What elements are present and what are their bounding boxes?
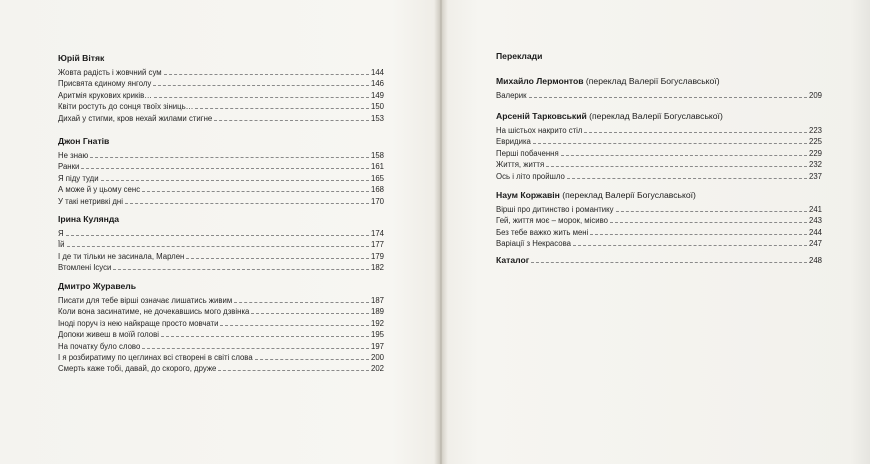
dot-leader — [186, 258, 369, 259]
toc-section — [496, 255, 822, 266]
entry-page-number: 189 — [370, 307, 384, 317]
entry-page-number: 244 — [808, 227, 822, 237]
toc-section — [58, 280, 384, 375]
author-name: Михайло Лермонтов — [496, 76, 584, 86]
dot-leader — [125, 203, 369, 204]
entry-page-number: 150 — [370, 102, 384, 112]
toc-entry — [58, 329, 384, 340]
toc-section — [58, 135, 384, 207]
dot-leader — [584, 132, 807, 133]
dot-leader — [234, 302, 369, 303]
entry-title: Присвята єдиному янголу — [58, 79, 152, 89]
dot-leader — [142, 348, 369, 349]
dot-leader — [220, 325, 369, 326]
entry-title: На початку було слово — [58, 341, 141, 351]
entry-title: А може й у цьому сенс — [58, 185, 141, 195]
toc-entry — [58, 67, 384, 78]
author-name: Джон Гнатів — [58, 136, 110, 146]
author-name: Юрій Вітяк — [58, 53, 105, 63]
author-line — [496, 75, 822, 87]
translations-heading: Переклади — [496, 51, 543, 61]
toc-entry — [58, 196, 384, 207]
entry-title: Жовта радість і жовчний сум — [58, 68, 162, 77]
author-line — [496, 110, 822, 122]
entry-page-number: 179 — [370, 251, 384, 261]
dot-leader — [154, 97, 369, 98]
entry-title: Дихай у стигми, кров нехай жилами стигне — [58, 113, 213, 123]
entry-title: Я піду туди — [58, 173, 99, 183]
translator-note: (переклад Валерії Богуславської) — [583, 76, 720, 86]
toc-entry — [58, 318, 384, 329]
toc-entry — [58, 306, 384, 317]
dot-leader — [529, 97, 807, 98]
toc-entry — [58, 161, 384, 172]
entry-title: Допоки живеш в моїй голові — [58, 330, 159, 340]
toc-entry — [496, 238, 822, 249]
toc-entry — [58, 90, 384, 101]
toc-entry — [58, 101, 384, 112]
entry-page-number: 165 — [370, 173, 384, 183]
entry-page-number: 174 — [370, 229, 384, 238]
dot-leader — [81, 168, 369, 169]
entry-title: Писати для тебе вірші означає лишатись живим — [58, 296, 233, 305]
entry-page-number: 223 — [808, 126, 822, 135]
toc-entry — [496, 171, 822, 182]
entry-title: І де ти тільки не засинала, Марлен — [58, 251, 185, 261]
toc-entry — [58, 352, 384, 363]
entry-page-number: 168 — [370, 185, 384, 195]
entry-title: Валерик — [496, 91, 527, 100]
toc-entry — [496, 90, 822, 101]
dot-leader — [195, 108, 369, 109]
toc-entry — [58, 173, 384, 184]
section-heading — [496, 50, 822, 62]
entry-page-number: 241 — [808, 205, 822, 214]
dot-leader — [90, 157, 369, 158]
dot-leader — [531, 262, 807, 263]
dot-leader — [546, 166, 807, 167]
dot-leader — [66, 235, 369, 236]
toc-entry — [58, 113, 384, 124]
entry-title: Ранки — [58, 162, 80, 172]
entry-page-number: 225 — [808, 137, 822, 147]
toc-entry — [496, 227, 822, 238]
toc-entry — [496, 125, 822, 136]
entry-title: Аритмія крукових криків… — [58, 90, 153, 100]
dot-leader — [573, 245, 807, 246]
entry-title: Втомлені Ісуси — [58, 263, 112, 273]
entry-page-number: 209 — [808, 91, 822, 100]
entry-title: На шістьох накрито стіл — [496, 126, 583, 135]
entry-title: Перші побачення — [496, 148, 559, 158]
entry-page-number: 149 — [370, 90, 384, 100]
entry-page-number: 229 — [808, 148, 822, 158]
entry-title: Я — [58, 229, 64, 238]
toc-entry — [496, 204, 822, 215]
entry-title: Життя, життя — [496, 160, 545, 170]
entry-title: Коли вона засинатиме, не дочекавшись мого дзвінка — [58, 307, 250, 317]
dot-leader — [533, 143, 807, 144]
entry-title: Варіації з Некрасова — [496, 239, 571, 249]
entry-page-number: 192 — [370, 318, 384, 328]
entry-page-number: 243 — [808, 216, 822, 226]
dot-leader — [67, 246, 369, 247]
toc-entry — [58, 228, 384, 239]
entry-title: У такі нетривкі дні — [58, 196, 123, 206]
entry-page-number: 200 — [370, 352, 384, 362]
entry-title: Смерть каже тобі, давай, до скорого, друже — [58, 364, 217, 374]
entry-page-number: 177 — [370, 240, 384, 250]
entry-title: Іноді поруч із нею найкраще просто мовчати — [58, 318, 219, 328]
entry-title: Не знаю — [58, 151, 89, 160]
entry-page-number: 153 — [370, 113, 384, 123]
entry-title: Гей, життя моє – морок, місиво — [496, 216, 609, 226]
dot-leader — [590, 234, 807, 235]
entry-title: І я розбиратиму по цеглинах всі створені в світі слова — [58, 352, 253, 362]
entry-page-number: 195 — [370, 330, 384, 340]
dot-leader — [218, 370, 369, 371]
entry-title: Каталог — [496, 255, 530, 265]
entry-page-number: 202 — [370, 364, 384, 374]
dot-leader — [251, 313, 369, 314]
entry-page-number: 170 — [370, 196, 384, 206]
toc-section — [496, 189, 822, 250]
dot-leader — [101, 180, 369, 181]
entry-title: Квіти ростуть до сонця твоїх зіниць… — [58, 102, 194, 112]
entry-page-number: 158 — [370, 151, 384, 160]
page-edge-shadow — [850, 0, 870, 464]
dot-leader — [164, 74, 369, 75]
entry-title: Ось і літо пройшло — [496, 171, 565, 181]
author-name: Наум Коржавін — [496, 190, 560, 200]
toc-section — [58, 52, 384, 124]
dot-leader — [616, 211, 807, 212]
author-name: Арсеній Тарковський — [496, 111, 587, 121]
entry-page-number: 187 — [370, 296, 384, 305]
dot-leader — [255, 359, 369, 360]
toc-entry — [58, 363, 384, 374]
entry-page-number: 144 — [370, 68, 384, 77]
toc-entry — [58, 239, 384, 250]
dot-leader — [153, 85, 369, 86]
entry-page-number: 197 — [370, 341, 384, 351]
toc-entry — [496, 148, 822, 159]
entry-title: Без тебе важко жить мені — [496, 227, 589, 237]
entry-page-number: 237 — [808, 171, 822, 181]
toc-entry — [58, 184, 384, 195]
toc-entry — [58, 295, 384, 306]
toc-entry-catalog — [496, 255, 822, 266]
entry-title: Їй — [58, 240, 65, 250]
dot-leader — [161, 336, 369, 337]
toc-entry — [496, 136, 822, 147]
book-gutter — [434, 0, 448, 464]
toc-entry — [496, 159, 822, 170]
toc-entry — [496, 215, 822, 226]
entry-page-number: 248 — [808, 256, 822, 265]
toc-entry — [58, 251, 384, 262]
entry-page-number: 182 — [370, 263, 384, 273]
toc-section — [496, 75, 822, 101]
dot-leader — [610, 222, 807, 223]
toc-entry — [58, 78, 384, 89]
translator-note: (переклад Валерії Богуславської) — [559, 190, 696, 200]
entry-title: Вірші про дитинство і романтику — [496, 205, 614, 214]
entry-page-number: 146 — [370, 79, 384, 89]
dot-leader — [561, 155, 807, 156]
dot-leader — [567, 178, 807, 179]
toc-section — [496, 110, 822, 182]
toc-entry — [58, 341, 384, 352]
entry-page-number: 232 — [808, 160, 822, 170]
dot-leader — [113, 269, 369, 270]
author-line — [496, 189, 822, 201]
entry-page-number: 247 — [808, 239, 822, 249]
entry-page-number: 161 — [370, 162, 384, 172]
toc-section — [58, 213, 384, 274]
dot-leader — [142, 191, 369, 192]
entry-title: Евридика — [496, 137, 531, 147]
translator-note: (переклад Валерії Богуславської) — [586, 111, 723, 121]
author-name: Дмитро Журавель — [58, 281, 137, 291]
dot-leader — [214, 120, 369, 121]
toc-entry — [58, 150, 384, 161]
author-name: Ірина Кулянда — [58, 214, 120, 224]
toc-entry — [58, 262, 384, 273]
